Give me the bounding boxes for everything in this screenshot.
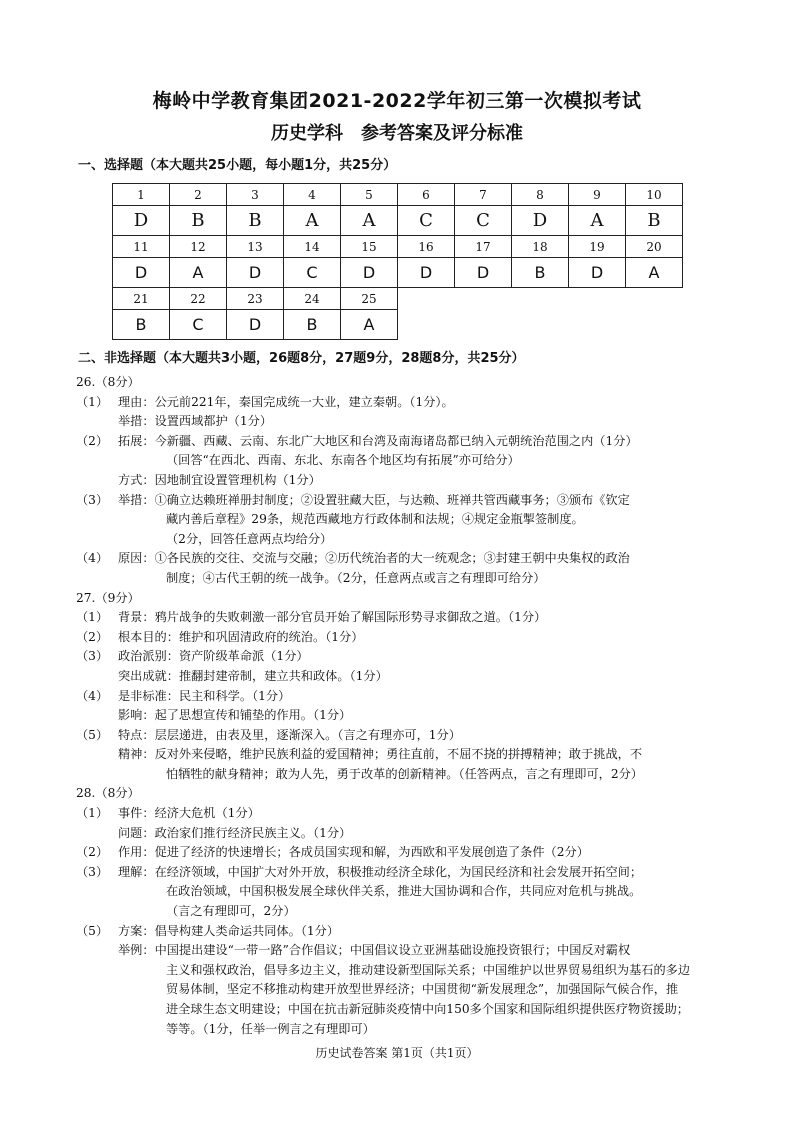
question-number: 20	[626, 236, 683, 258]
answer-text: 层层递进，由表及里，逐渐深入。（言之有理亦可，1分）	[154, 727, 461, 742]
question-number: 14	[284, 236, 341, 258]
section-heading-nonchoice: 二、非选择题（本大题共3小题，26题8分，27题9分，28题8分，共25分）	[78, 351, 525, 366]
answer-text: 反对外来侵略，维护民族利益的爱国精神；勇往直前，不屈不挠的拼搏精神；敢于挑战，不	[154, 747, 643, 762]
answer-key-label: 举措：	[118, 414, 155, 429]
question-number: 1	[113, 184, 170, 206]
answer-cell: C	[398, 206, 455, 236]
answer-text: 设置西域都护（1分）	[154, 414, 273, 429]
answer-cell: D	[227, 310, 284, 340]
answer-continuation	[76, 980, 716, 1000]
answer-text: 等等。（1分，任举一例言之有理即可）	[166, 1021, 375, 1036]
answer-cell: C	[284, 258, 341, 288]
sub-question-number: （3）	[76, 649, 109, 664]
answer-cell: D	[227, 258, 284, 288]
sub-question-number: （1）	[76, 806, 109, 821]
answer-key-label: 是非标准：	[118, 688, 179, 703]
answer-cell: D	[113, 206, 170, 236]
empty-cell	[569, 288, 626, 310]
answer-text: 怕牺牲的献身精神；敢为人先，勇于改革的创新精神。（任答两点，言之有理即可，2分）	[166, 766, 643, 781]
answer-cell: C	[170, 310, 227, 340]
empty-cell	[569, 310, 626, 340]
sub-question-number: （5）	[76, 727, 109, 742]
answer-text: ①各民族的交往、交流与交融；②历代统治者的大一统观念；③封建王朝中央集权的政治	[154, 551, 630, 566]
answer-line	[76, 628, 716, 648]
answer-line	[76, 412, 716, 432]
sub-question-number: （5）	[76, 923, 109, 938]
question-number-row	[113, 184, 683, 206]
answer-continuation	[76, 510, 716, 530]
question-number: 6	[398, 184, 455, 206]
question-number: 2	[170, 184, 227, 206]
answer-text: 经济大危机（1分）	[154, 806, 260, 821]
answer-line	[76, 393, 716, 413]
answer-key-label: 精神：	[118, 747, 155, 762]
sub-question-number: （4）	[76, 688, 109, 703]
question-number: 18	[512, 236, 569, 258]
answer-key-label: 理由：	[118, 394, 155, 409]
answer-line	[76, 745, 716, 765]
sub-question-number: （2）	[76, 433, 109, 448]
answer-cell: B	[170, 206, 227, 236]
question-number: 8	[512, 184, 569, 206]
question-number: 3	[227, 184, 284, 206]
question-number: 19	[569, 236, 626, 258]
answer-cell: B	[512, 258, 569, 288]
empty-cell	[455, 288, 512, 310]
question-number-row	[113, 288, 683, 310]
answer-continuation	[76, 902, 716, 922]
answer-text: 政治家们推行经济民族主义。（1分）	[154, 825, 352, 840]
answer-continuation	[76, 1000, 716, 1020]
answer-text: 因地制宜设置管理机构（1分）	[154, 472, 321, 487]
answer-text: （言之有理即可，2分）	[166, 904, 296, 919]
answer-text: （2分，回答任意两点均给分）	[166, 531, 333, 546]
question-heading	[76, 784, 716, 804]
answer-cell: A	[626, 258, 683, 288]
answer-text: 进全球生态文明建设；中国在抗击新冠肺炎疫情中向150多个国家和国际组织提供医疗物资援助；	[166, 1002, 689, 1016]
empty-cell	[626, 310, 683, 340]
answer-line	[76, 687, 716, 707]
answer-key-label: 拓展：	[118, 433, 155, 448]
sub-question-number: （2）	[76, 845, 109, 860]
answer-cell: A	[284, 206, 341, 236]
empty-cell	[626, 288, 683, 310]
question-number: 16	[398, 236, 455, 258]
answer-key-label: 特点：	[118, 727, 155, 742]
question-number: 22	[170, 288, 227, 310]
answer-text: 贸易体制，坚定不移推动构建开放型世界经济；中国贯彻“新发展理念”，加强国际气候合作，推	[166, 982, 679, 997]
question-number: 12	[170, 236, 227, 258]
answer-line	[76, 471, 716, 491]
answer-line	[76, 922, 716, 942]
answer-text: 资产阶级革命派（1分）	[178, 649, 309, 664]
question-label: 28.（8分）	[76, 786, 140, 801]
answer-key-label: 影响：	[118, 708, 155, 723]
sub-question-number: （2）	[76, 629, 109, 644]
answer-key-label: 原因：	[118, 551, 155, 566]
answer-cell: A	[569, 206, 626, 236]
answer-text: 制度；④古代王朝的统一战争。（2分，任意两点或言之有理即可给分）	[166, 570, 546, 585]
question-number-row	[113, 236, 683, 258]
answer-line	[76, 941, 716, 961]
answer-continuation	[76, 569, 716, 589]
question-heading	[76, 373, 716, 393]
answer-text: 在政治领域，中国积极发展全球伙伴关系，推进大国协调和合作，共同应对危机与挑战。	[166, 884, 642, 899]
answer-line	[76, 549, 716, 569]
answer-cell: D	[569, 258, 626, 288]
question-number: 23	[227, 288, 284, 310]
answer-cell: D	[113, 258, 170, 288]
document-subtitle: 历史学科 参考答案及评分标准	[271, 123, 523, 144]
answer-key-label: 举例：	[118, 943, 155, 958]
answer-text: 今新疆、西藏、云南、东北广大地区和台湾及南海诸岛都已纳入元朝统治范围之内（1分）	[154, 433, 638, 448]
question-heading	[76, 589, 716, 609]
answer-text: 中国提出建设“一带一路”合作倡议；中国倡议设立亚洲基础设施投资银行；中国反对霸权	[154, 943, 631, 958]
question-number: 4	[284, 184, 341, 206]
answer-text: 在经济领域，中国扩大对外开放，积极推动经济全球化，为国民经济和社会发展开拓空间；	[154, 864, 643, 879]
answer-text: 鸦片战争的失败刺激一部分官员开始了解国际形势寻求御敌之道。（1分）	[154, 610, 547, 625]
question-number: 5	[341, 184, 398, 206]
answer-text: 藏内善后章程》29条，规范西藏地方行政体制和法规；④规定金瓶掣签制度。	[166, 512, 584, 527]
question-number: 15	[341, 236, 398, 258]
answer-text: 公元前221年，秦国完成统一大业，建立秦朝。（1分）。	[154, 394, 454, 409]
answer-text: 倡导构建人类命运共同体。（1分）	[154, 923, 340, 938]
answer-key-label: 政治派别：	[118, 649, 179, 664]
answer-cell: D	[398, 258, 455, 288]
answer-text: 起了思想宣传和铺垫的作用。（1分）	[154, 708, 352, 723]
answer-key-label: 根本目的：	[118, 629, 179, 644]
answer-cell: B	[626, 206, 683, 236]
section-heading-choice: 一、选择题（本大题共25小题，每小题1分，共25分）	[78, 158, 397, 173]
question-label: 27.（9分）	[76, 590, 140, 605]
answer-continuation	[76, 1020, 716, 1040]
answer-key-label: 理解：	[118, 864, 155, 879]
answer-key-label: 突出成就：	[118, 668, 179, 683]
answer-table	[112, 183, 683, 340]
empty-cell	[398, 288, 455, 310]
answer-line	[76, 824, 716, 844]
answer-key-label: 事件：	[118, 806, 155, 821]
answer-key-label: 背景：	[118, 610, 155, 625]
answer-key-label: 举措：	[118, 492, 155, 507]
answer-line	[76, 804, 716, 824]
answer-cell: B	[227, 206, 284, 236]
answer-line	[76, 608, 716, 628]
answer-text: 推翻封建帝制，建立共和政体。（1分）	[178, 668, 388, 683]
answer-text: ①确立达赖班禅册封制度；②设置驻藏大臣，与达赖、班禅共管西藏事务；③颁布《钦定	[154, 492, 630, 507]
sub-question-number: （1）	[76, 610, 109, 625]
empty-cell	[512, 310, 569, 340]
answer-cell: B	[284, 310, 341, 340]
answer-text: 促进了经济的快速增长；各成员国实现和解，为西欧和平发展创造了条件（2分）	[154, 845, 589, 860]
answer-cell: A	[341, 310, 398, 340]
question-number: 21	[113, 288, 170, 310]
question-number: 11	[113, 236, 170, 258]
answer-text: 民主和科学。（1分）	[178, 688, 291, 703]
question-number: 7	[455, 184, 512, 206]
question-label: 26.（8分）	[76, 375, 140, 389]
question-number: 10	[626, 184, 683, 206]
answer-line	[76, 667, 716, 687]
answer-line	[76, 647, 716, 667]
answer-cell: B	[113, 310, 170, 340]
answer-cell: D	[341, 258, 398, 288]
answer-continuation	[76, 882, 716, 902]
question-number: 17	[455, 236, 512, 258]
answer-line	[76, 491, 716, 511]
answer-line	[76, 843, 716, 863]
sub-question-number: （3）	[76, 492, 109, 507]
empty-cell	[455, 310, 512, 340]
answer-key-label: 问题：	[118, 825, 155, 840]
sub-question-number: （4）	[76, 551, 109, 566]
answer-cell: A	[170, 258, 227, 288]
answer-cell: A	[341, 206, 398, 236]
answer-row	[113, 258, 683, 288]
answer-text: 主义和强权政治，倡导多边主义，推动建设新型国际关系；中国维护以世界贸易组织为基石的多边	[166, 962, 691, 977]
question-number: 25	[341, 288, 398, 310]
question-number: 24	[284, 288, 341, 310]
answer-key-label: 方案：	[118, 923, 155, 938]
empty-cell	[512, 288, 569, 310]
question-number: 9	[569, 184, 626, 206]
sub-question-number: （3）	[76, 864, 109, 879]
answer-text: 维护和巩固清政府的统治。（1分）	[178, 629, 364, 644]
page-footer: 历史试卷答案 第1页（共1页）	[315, 1046, 479, 1060]
empty-cell	[398, 310, 455, 340]
answer-continuation	[76, 961, 716, 981]
answer-line	[76, 726, 716, 746]
answer-continuation	[76, 530, 716, 550]
document-title: 梅岭中学教育集团2021-2022学年初三第一次模拟考试	[152, 90, 642, 112]
question-number: 13	[227, 236, 284, 258]
answer-cell: D	[455, 258, 512, 288]
answer-continuation	[76, 765, 716, 785]
sub-question-number: （1）	[76, 394, 109, 409]
answer-key-label: 作用：	[118, 845, 155, 860]
answer-cell: D	[512, 206, 569, 236]
answer-row	[113, 310, 683, 340]
answer-continuation	[76, 451, 716, 471]
answer-line	[76, 706, 716, 726]
answer-body	[76, 373, 716, 1039]
answer-line	[76, 432, 716, 452]
answer-key-label: 方式：	[118, 472, 155, 487]
answer-text: （回答“在西北、西南、东北、东南各个地区均有拓展”亦可给分）	[166, 453, 520, 468]
answer-cell: C	[455, 206, 512, 236]
answer-row	[113, 206, 683, 236]
answer-line	[76, 863, 716, 883]
